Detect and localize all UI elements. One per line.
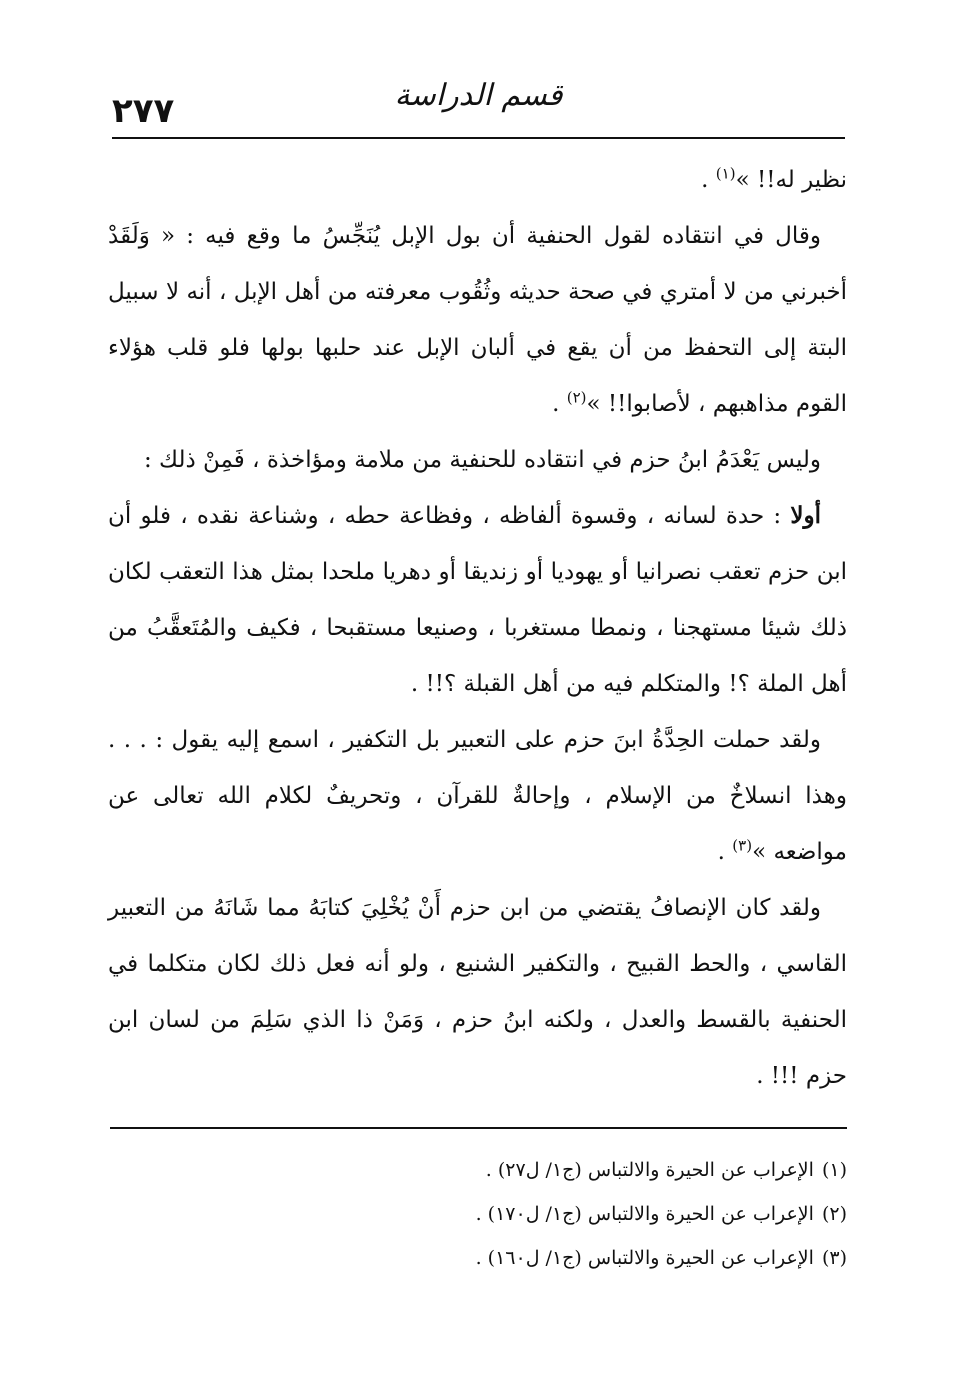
footnote-marker-1: (١) — [715, 164, 736, 183]
footnote-2-number: (٢) — [821, 1203, 847, 1225]
body-text — [108, 152, 847, 1104]
paragraph-5 — [108, 712, 847, 880]
footnote-1-text: الإعراب عن الحيرة والالتباس (ج١/ ل٢٧) . — [485, 1159, 814, 1181]
footnote-3-text: الإعراب عن الحيرة والالتباس (ج١/ ل١٦٠) . — [475, 1247, 814, 1269]
paragraph-4-lead: أولا — [790, 502, 821, 529]
footnote-2-text: الإعراب عن الحيرة والالتباس (ج١/ ل١٧٠) . — [475, 1203, 814, 1225]
paragraph-2 — [108, 208, 847, 432]
footnote-rule — [110, 1127, 847, 1129]
paragraph-6: ولقد كان الإنصافُ يقتضي من ابن حزم أَنْ يُخْلِيَ كتابَهُ مما شَانَهُ من التعبير القاسي ، والحط القبيح ، والتكفير الشنيع ، ولو أنه فعل ذلك لكان متكلما في الحنفية بالقسط والعدل ، ولكنه ابنُ حزم ، وَمَنْ ذا الذي سَلِمَ من لسان ابن حزم !!! . — [108, 895, 847, 1089]
paragraph-4 — [108, 488, 847, 712]
paragraph-5-text: ولقد حملت الحِدَّةُ ابنَ حزم على التعبير بل التكفير ، اسمع إليه يقول : . . . وهذا انسلاخٌ من الإسلام ، وإحالةٌ للقرآن ، وتحريفٌ لكلام الله تعالى عن مواضعه » — [108, 727, 847, 865]
paragraph-2-end: . — [552, 391, 567, 417]
running-title: قسم الدراسة — [394, 78, 563, 113]
footnote-2 — [108, 1192, 847, 1236]
paragraph-1-end: . — [701, 167, 716, 193]
paragraph-1-text: نظير له!! » — [735, 167, 847, 193]
paragraph-2-text: وقال في انتقاده لقول الحنفية أن بول الإبل يُنَجِّسُ ما وقع فيه : « وَلَقَدْ أخبرني من لا أمتري في صحة حديثه وثُقُوب معرفته من أهل الإبل ، أنه لا سبيل البتة إلى التحفظ من أن يقع في ألبان الإبل عند حلبها بولها فلو قلب هؤلاء القوم مذاهبهم ، لأصابوا!! » — [108, 223, 847, 417]
page-header — [112, 70, 845, 130]
footnote-1 — [108, 1148, 847, 1192]
footnote-3-number: (٣) — [821, 1247, 847, 1269]
footnotes — [108, 1148, 847, 1280]
page-number: ٢٧٧ — [112, 91, 175, 131]
paragraph-3: وليس يَعْدَمُ ابنُ حزم في انتقاده للحنفية من ملامة ومؤاخذة ، فَمِنْ ذلك : — [144, 447, 821, 473]
footnote-3 — [108, 1236, 847, 1280]
paragraph-4-text: : حدة لسانه ، وقسوة ألفاظه ، وفظاعة حطه ، وشناعة نقده ، فلو أن ابن حزم تعقب نصرانيا أو يهوديا أو زنديقا أو دهريا ملحدا بمثل هذا التعقب لكان ذلك شيئا مستهجنا ، ونمطا مستغربا ، وصنيعا مستقبحا ، فكيف والمُتَعقَّبُ من أهل الملة ؟! والمتكلم فيه من أهل القبلة ؟!! . — [108, 503, 847, 697]
paragraph-5-end: . — [717, 839, 733, 865]
footnote-marker-3: (٣) — [732, 836, 753, 855]
footnote-1-number: (١) — [821, 1159, 847, 1181]
footnote-marker-2: (٢) — [566, 388, 587, 407]
header-rule — [112, 137, 845, 139]
paragraph-1 — [108, 152, 847, 208]
